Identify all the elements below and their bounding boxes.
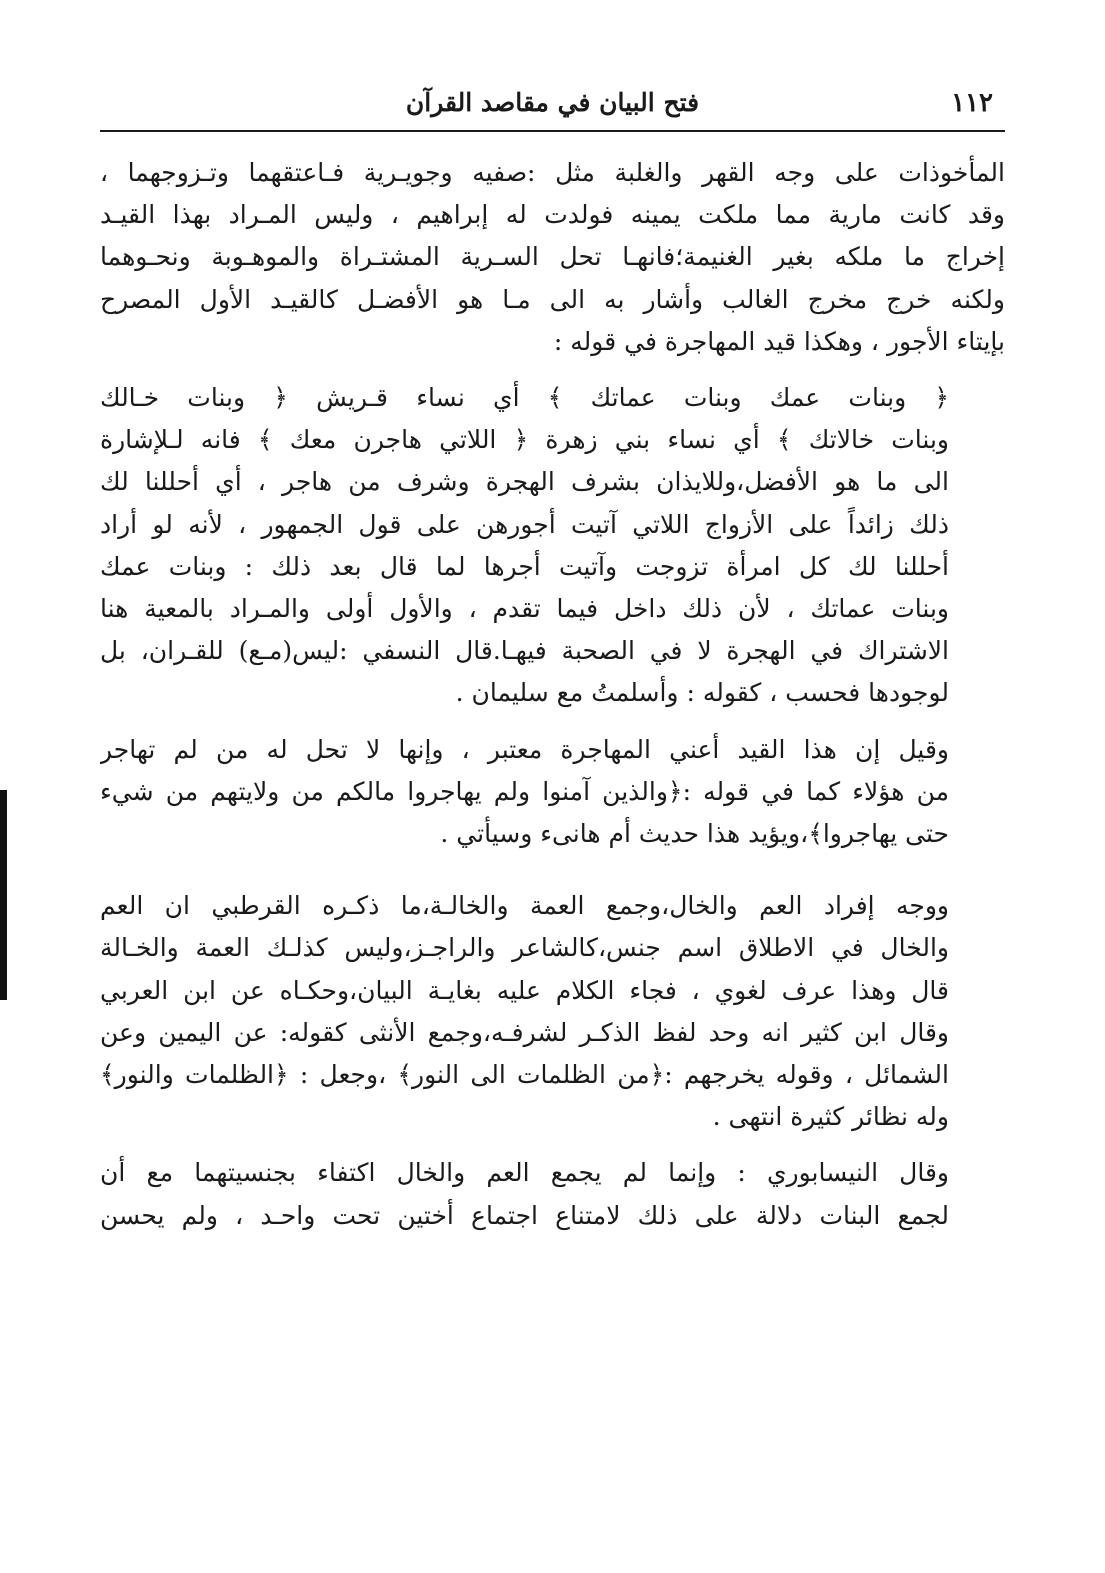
- text-line: ﴿ وبنات عمك وبنات عماتك ﴾ أي نساء قـريش ﴿ وبنات خـالك: [100, 383, 949, 413]
- text-line: إخراج ما ملكه بغير الغنيمة؛فانهـا تحل السـرية المشتـراة والموهـوبة ونحـوهما: [100, 242, 1005, 272]
- text-line: والخال في الاطلاق اسم جنس،كالشاعر والراجـز،وليس كذلـك العمة والخـالة: [100, 933, 949, 963]
- scan-edge-shadow: [0, 790, 7, 1000]
- text-line: وقال ابن كثير انه وحد لفظ الذكـر لشرفـه،وجمع الأنثى كقوله: عن اليمين وعن: [100, 1017, 949, 1047]
- text-line: قال وهذا عرف لغوي ، فجاء الكلام عليه بغايـة البيان،وحكـاه عن ابن العربي: [100, 975, 949, 1005]
- page-header: [100, 82, 1005, 132]
- text-line: وقيل إن هذا القيد أعني المهاجرة معتبر ، وإنها لا تحل له من لم تهاجر: [100, 734, 949, 764]
- text-line: من هؤلاء كما في قوله :﴿والذين آمنوا ولم يهاجروا مالكم من ولايتهم من شيء: [100, 776, 949, 806]
- text-line: وبنات خالاتك ﴾ أي نساء بني زهرة ﴿ اللاتي هاجرن معك ﴾ فانه لـلإشارة: [100, 425, 949, 455]
- text-line: المأخوذات على وجه القهر والغلبة مثل :صفيه وجويـرية فـاعتقهما وتـزوجهما ،: [100, 158, 1005, 187]
- paragraph-4: [100, 885, 1005, 1138]
- text-line: ذلك زائداً على الأزواج اللاتي آتيت أجورهن على قول الجمهور ، لأنه لو أراد: [100, 509, 949, 539]
- paragraph-3: [100, 729, 1005, 856]
- text-line: أحللنا لك كل امرأة تزوجت وآتيت أجرها لما قال بعد ذلك : وبنات عمك: [100, 551, 949, 581]
- page-body: [100, 152, 1005, 1237]
- paragraph-2: [100, 377, 1005, 715]
- text-line: وله نظائر كثيرة انتهى .: [712, 1102, 949, 1132]
- text-line: ووجه إفراد العم والخال،وجمع العمة والخالـة،ما ذكـره القرطبي ان العم: [100, 891, 949, 921]
- text-line: وبنات عماتك ، لأن ذلك داخل فيما تقدم ، والأول أولى والمـراد بالمعية هنا: [100, 594, 949, 624]
- text-line: الاشتراك في الهجرة لا في الصحبة فيهـا.قال النسفي :ليس(مـع) للقـران، بل: [100, 636, 949, 666]
- text-line: وقد كانت مارية مما ملكت يمينه فولدت له إبراهيم ، وليس المـراد بهذا القيـد: [100, 200, 1005, 230]
- text-line: حتى يهاجروا﴾،ويؤيد هذا حديث أم هانىء وسيأتي .: [440, 819, 949, 849]
- text-line: لوجودها فحسب ، كقوله : وأسلمتُ مع سليمان .: [455, 678, 949, 708]
- text-line: لجمع البنات دلالة على ذلك لامتناع اجتماع أختين تحت واحـد ، ولم يحسن: [100, 1200, 949, 1230]
- paragraph-1: [100, 152, 1005, 363]
- text-line: بإيتاء الأجور ، وهكذا قيد المهاجرة في قوله :: [553, 326, 1005, 356]
- text-line: وقال النيسابوري : وإنما لم يجمع العم والخال اكتفاء بجنسيتهما مع أن: [100, 1158, 949, 1188]
- running-title: فتح البيان في مقاصد القرآن: [405, 88, 700, 117]
- text-line: الشمائل ، وقوله يخرجهم :﴿من الظلمات الى النور﴾ ،وجعل : ﴿الظلمات والنور﴾: [100, 1060, 949, 1090]
- text-line: الى ما هو الأفضل،وللايذان بشرف الهجرة وشرف من هاجر ، أي أحللنا لك: [100, 467, 949, 497]
- paragraph-5: [100, 1152, 1005, 1236]
- page-number: ١١٢: [951, 88, 993, 118]
- text-line: ولكنه خرج مخرج الغالب وأشار به الى مـا هو الأفضـل كالقيـد الأول المصرح: [100, 284, 1005, 314]
